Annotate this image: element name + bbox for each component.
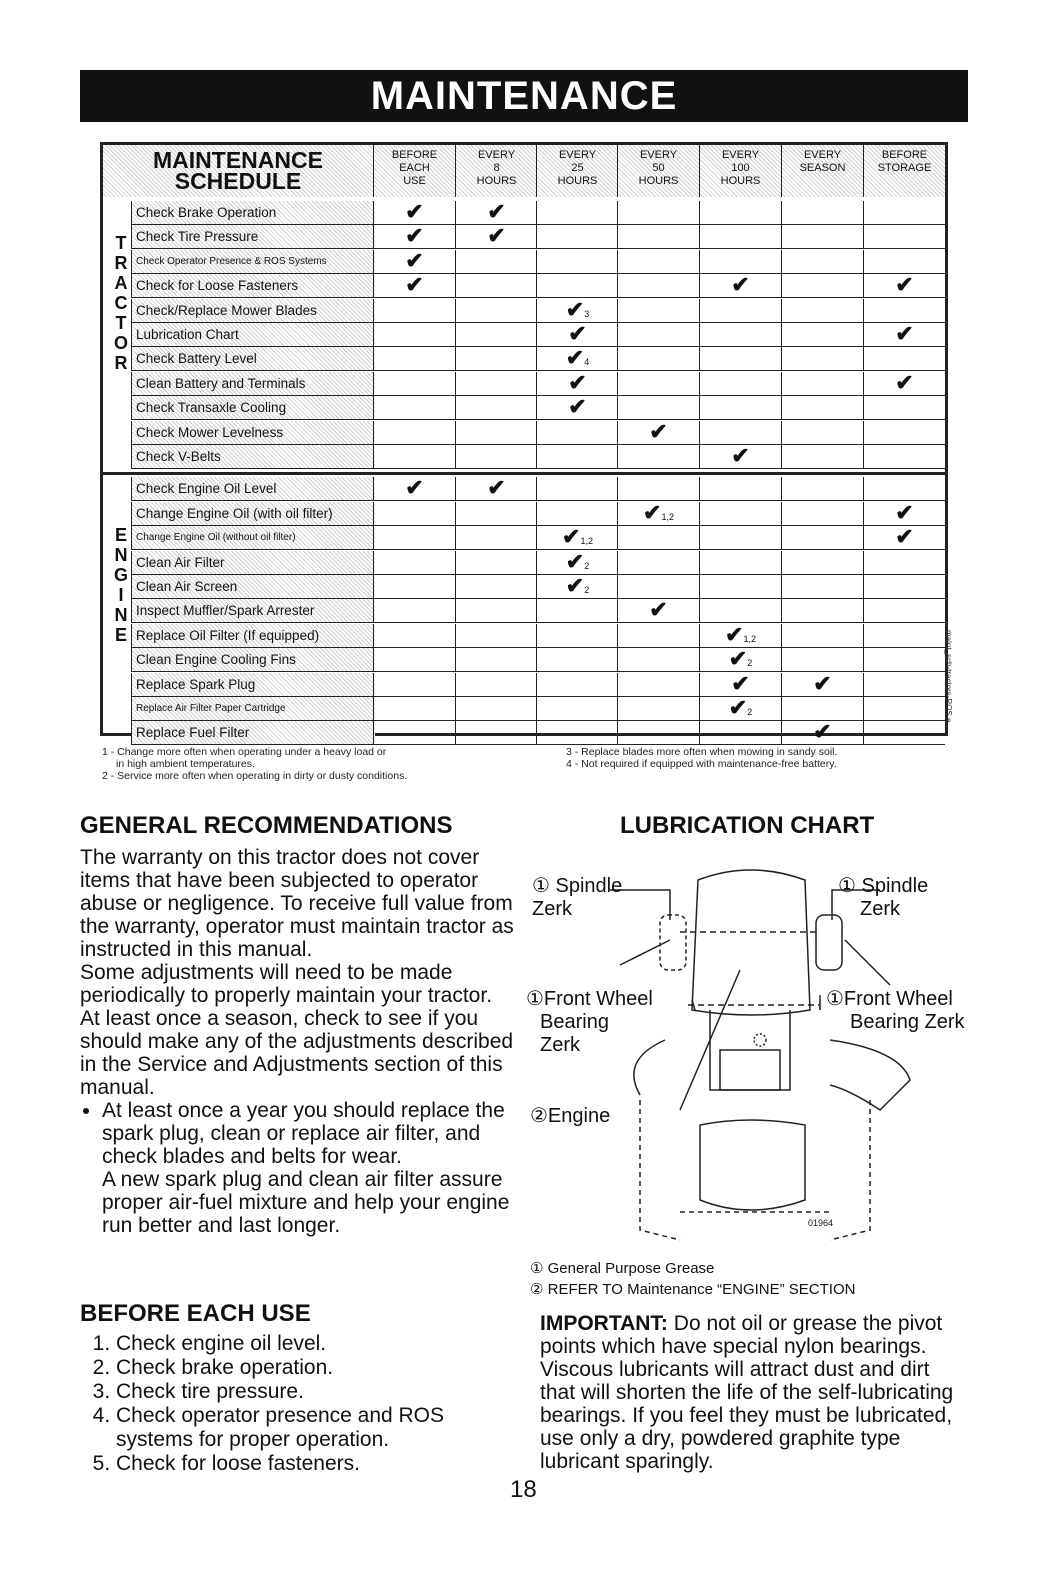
check-mark: ✔ (863, 274, 945, 297)
schedule-cell (617, 445, 699, 468)
check-mark: ✔4 (536, 347, 618, 370)
schedule-row-label: Check Engine Oil Level (131, 477, 375, 500)
schedule-row (131, 621, 945, 648)
before-item: 5. Check for loose fasteners. (116, 1452, 520, 1476)
check-mark: ✔ (455, 477, 537, 500)
before-item: 4. Check operator presence and ROS systems for proper operation. (116, 1404, 520, 1452)
schedule-cell (699, 526, 781, 549)
schedule-cell (536, 201, 618, 224)
schedule-row (131, 347, 945, 371)
schedule-cell (781, 372, 863, 395)
schedule-cell (617, 526, 699, 549)
side-code: maint_sch-tractors-ROS.e (944, 630, 953, 723)
schedule-cell (373, 526, 455, 549)
footnote-3: 3 - Replace blades more often when mowing in sandy soil. (566, 746, 838, 758)
check-mark: ✔1,2 (617, 502, 699, 525)
legend-engine: ② REFER TO Maintenance “ENGINE” SECTION (530, 1281, 856, 1298)
schedule-cell (863, 445, 945, 468)
schedule-row-label: Change Engine Oil (without oil filter) (131, 526, 375, 549)
schedule-cell (863, 673, 945, 696)
column-header (455, 145, 537, 197)
general-title: GENERAL RECOMMENDATIONS (80, 812, 453, 839)
check-footnote: 2 (584, 560, 590, 571)
schedule-cell (863, 347, 945, 370)
schedule-cell (536, 274, 618, 297)
column-header-line: HOURS (557, 175, 598, 187)
schedule-cell (455, 372, 537, 395)
column-header-line: 8 (493, 162, 500, 174)
schedule-cell (863, 225, 945, 248)
column-header (536, 145, 618, 197)
schedule-cell (536, 225, 618, 248)
check-mark: ✔ (699, 673, 781, 696)
schedule-cell (781, 477, 863, 500)
schedule-row-label: Check Operator Presence & ROS Systems (131, 250, 375, 273)
schedule-cell (373, 721, 455, 744)
column-header-line: EVERY (721, 149, 760, 161)
schedule-row-label: Replace Air Filter Paper Cartridge (131, 697, 375, 720)
schedule-cell (617, 299, 699, 322)
schedule-title (103, 145, 373, 197)
schedule-cell (863, 396, 945, 419)
column-header (863, 145, 945, 197)
important-label: IMPORTANT: (540, 1312, 668, 1335)
schedule-cell (699, 551, 781, 574)
schedule-cell (536, 624, 618, 647)
schedule-cell (781, 648, 863, 671)
schedule-cell (617, 201, 699, 224)
schedule-row (131, 274, 945, 298)
schedule-cell (373, 697, 455, 720)
schedule-row-label: Clean Engine Cooling Fins (131, 648, 375, 671)
check-footnote: 2 (747, 658, 753, 669)
schedule-cell (699, 599, 781, 622)
column-header-line: EACH (399, 162, 430, 174)
schedule-cell (373, 551, 455, 574)
schedule-cell (781, 575, 863, 598)
page-number: 18 (510, 1476, 537, 1503)
schedule-row-label: Clean Battery and Terminals (131, 372, 375, 395)
group-separator (103, 472, 945, 475)
important-text: Do not oil or grease the pivot points which have special nylon bearings. Viscous lubricants will attract dust and dirt that will shorten the life of the self-lubricating bearings. If you feel they must be lubricated, use only a dry, powdered graphite type lubricant sparingly. (540, 1312, 954, 1473)
schedule-cell (863, 299, 945, 322)
general-bullet-cont: A new spark plug and clean air filter assure proper air-fuel mixture and help your engine run better and last longer. (102, 1168, 510, 1237)
schedule-cell (617, 347, 699, 370)
label-bearing-left: Bearing (540, 1011, 609, 1033)
important-note (540, 1312, 968, 1473)
schedule-cell (617, 721, 699, 744)
general-bullets (80, 1099, 520, 1168)
tractor-side-label: T R A C T O R (113, 233, 128, 373)
column-header-line: BEFORE (881, 149, 928, 161)
schedule-cell (617, 477, 699, 500)
schedule-cell (863, 551, 945, 574)
schedule-cell (863, 477, 945, 500)
schedule-row (131, 721, 945, 745)
schedule-cell (373, 445, 455, 468)
column-header (617, 145, 699, 197)
schedule-row (131, 697, 945, 721)
schedule-cell (455, 445, 537, 468)
footnote-4: 4 - Not required if equipped with maintenance-free battery. (566, 758, 837, 770)
schedule-cell (781, 445, 863, 468)
column-header-line: SEASON (799, 162, 846, 174)
schedule-cell (617, 225, 699, 248)
schedule-cell (455, 347, 537, 370)
schedule-cell (455, 299, 537, 322)
schedule-cell (536, 673, 618, 696)
schedule-row-label: Clean Air Screen (131, 575, 375, 598)
schedule-cell (781, 396, 863, 419)
label-zerk-right: Zerk (860, 898, 900, 920)
schedule-row-label: Lubrication Chart (131, 323, 375, 346)
schedule-cell (863, 721, 945, 744)
schedule-cell (455, 673, 537, 696)
column-header-line: EVERY (639, 149, 678, 161)
legend-grease: ① General Purpose Grease (530, 1260, 715, 1277)
before-each-use (80, 1300, 520, 1476)
schedule-cell (373, 599, 455, 622)
column-header-line: EVERY (477, 149, 516, 161)
diagram-code: 01964 (808, 1218, 834, 1228)
schedule-cell (617, 697, 699, 720)
schedule-cell (617, 323, 699, 346)
schedule-cell (699, 477, 781, 500)
schedule-cell (863, 421, 945, 444)
schedule-cell (699, 372, 781, 395)
schedule-row (131, 369, 945, 396)
schedule-row-label: Check Mower Levelness (131, 421, 375, 444)
column-header-line: EVERY (803, 149, 842, 161)
before-list (80, 1332, 520, 1476)
schedule-cell (455, 648, 537, 671)
schedule-cell (455, 721, 537, 744)
schedule-cell (455, 502, 537, 525)
page-banner: MAINTENANCE (80, 70, 968, 122)
schedule-row-label: Check Battery Level (131, 347, 375, 370)
check-footnote: 4 (584, 357, 590, 368)
schedule-cell (455, 250, 537, 273)
schedule-cell (536, 421, 618, 444)
footnotes-left (102, 746, 407, 782)
schedule-cell (536, 250, 618, 273)
schedule-cell (617, 250, 699, 273)
column-header-line: HOURS (476, 175, 517, 187)
check-mark: ✔ (781, 673, 863, 696)
schedule-cell (863, 250, 945, 273)
schedule-cell (373, 624, 455, 647)
schedule-row (131, 648, 945, 672)
column-header-line: USE (403, 175, 426, 187)
schedule-cell (781, 502, 863, 525)
check-footnote: 1,2 (743, 633, 756, 644)
schedule-cell (781, 225, 863, 248)
schedule-row-label: Check Tire Pressure (131, 225, 375, 248)
check-mark: ✔3 (536, 299, 618, 322)
schedule-row-label: Check V-Belts (131, 445, 375, 468)
schedule-cell (536, 477, 618, 500)
schedule-cell (617, 673, 699, 696)
schedule-cell (863, 697, 945, 720)
schedule-cell (699, 299, 781, 322)
check-mark: ✔ (617, 421, 699, 444)
schedule-row-label: Replace Fuel Filter (131, 721, 375, 744)
check-footnote: 1,2 (580, 536, 593, 547)
schedule-cell (781, 347, 863, 370)
schedule-row (131, 418, 945, 445)
schedule-cell (781, 323, 863, 346)
schedule-cell (781, 697, 863, 720)
schedule-cell (617, 551, 699, 574)
schedule-row-label: Clean Air Filter (131, 551, 375, 574)
column-header-line: 50 (652, 162, 665, 174)
check-mark: ✔1,2 (699, 624, 781, 647)
general-bullet: • At least once a year you should replace the spark plug, clean or replace air filter, and check blades and belts for wear. (102, 1099, 520, 1168)
schedule-row-label: Check Transaxle Cooling (131, 396, 375, 419)
check-footnote: 1,2 (661, 511, 674, 522)
schedule-cell (781, 551, 863, 574)
schedule-cell (536, 599, 618, 622)
engine-side-label: E N G I N E (113, 525, 128, 645)
column-header-line: BEFORE (391, 149, 438, 161)
schedule-row-label: Check for Loose Fasteners (131, 274, 375, 297)
schedule-cell (455, 624, 537, 647)
check-footnote: 2 (584, 585, 590, 595)
column-header (781, 145, 863, 197)
label-bearing-right: Bearing Zerk (850, 1011, 965, 1033)
check-mark: ✔ (536, 323, 618, 346)
schedule-cell (536, 697, 618, 720)
schedule-cell (373, 673, 455, 696)
schedule-row (131, 296, 945, 323)
schedule-row (131, 201, 945, 225)
check-mark: ✔2 (536, 551, 618, 574)
schedule-cell (781, 201, 863, 224)
schedule-cell (373, 575, 455, 598)
schedule-cell (455, 697, 537, 720)
schedule-row-label: Replace Oil Filter (If equipped) (131, 624, 375, 647)
schedule-cell (781, 599, 863, 622)
schedule-row (131, 445, 945, 469)
footnote-2: 2 - Service more often when operating in dirty or dusty conditions. (102, 770, 408, 782)
general-p1: The warranty on this tractor does not cover items that have been subjected to operator abuse or negligence. To receive full value from the warranty, operator must maintain tractor as instructed in this manual. (80, 846, 514, 961)
schedule-cell (699, 396, 781, 419)
check-footnote: 2 (747, 707, 753, 717)
schedule-row (131, 477, 945, 501)
schedule-cell (536, 648, 618, 671)
before-item: 2. Check brake operation. (116, 1356, 520, 1380)
lubrication-diagram (520, 860, 970, 1250)
schedule-cell (373, 396, 455, 419)
label-spindle-left: ① Spindle (532, 875, 623, 897)
schedule-cell (863, 201, 945, 224)
schedule-cell (699, 323, 781, 346)
schedule-cell (781, 526, 863, 549)
schedule-cell (617, 624, 699, 647)
schedule-row (131, 499, 945, 526)
schedule-cell (699, 347, 781, 370)
maintenance-schedule-table (100, 142, 948, 745)
column-header-line: 25 (571, 162, 584, 174)
schedule-row (131, 396, 945, 420)
schedule-cell (781, 421, 863, 444)
footnote-1: 1 - Change more often when operating under a heavy load or (102, 746, 387, 758)
schedule-title-line2: SCHEDULE (174, 168, 302, 194)
schedule-cell (455, 575, 537, 598)
check-mark: ✔1,2 (536, 526, 618, 549)
general-recommendations (80, 812, 520, 1237)
schedule-cell (699, 250, 781, 273)
schedule-cell (373, 347, 455, 370)
check-mark: ✔ (373, 250, 455, 273)
schedule-cell (373, 323, 455, 346)
schedule-title-line1: MAINTENANCE (153, 147, 323, 173)
column-header (373, 145, 455, 197)
schedule-cell (536, 502, 618, 525)
column-header-line: HOURS (720, 175, 761, 187)
schedule-cell (455, 323, 537, 346)
schedule-cell (699, 225, 781, 248)
schedule-row (131, 599, 945, 623)
check-mark: ✔ (863, 502, 945, 525)
schedule-cell (455, 396, 537, 419)
schedule-cell (699, 201, 781, 224)
schedule-cell (455, 274, 537, 297)
label-zerk-left: Zerk (532, 898, 572, 920)
schedule-cell (863, 648, 945, 671)
schedule-cell (699, 421, 781, 444)
check-mark: ✔ (373, 274, 455, 297)
check-mark: ✔ (536, 372, 618, 395)
schedule-cell (617, 648, 699, 671)
schedule-cell (781, 624, 863, 647)
schedule-cell (863, 624, 945, 647)
tractor-outline (610, 870, 910, 1240)
check-mark: ✔ (863, 372, 945, 395)
general-p2: Some adjustments will need to be made periodically to properly maintain your tractor. (80, 961, 493, 1007)
schedule-cell (455, 551, 537, 574)
schedule-cell (699, 502, 781, 525)
schedule-row-label: Inspect Muffler/Spark Arrester (131, 599, 375, 622)
label-zerk-left2: Zerk (540, 1034, 580, 1056)
before-item: 1. Check engine oil level. (116, 1332, 520, 1356)
schedule-row-label: Check/Replace Mower Blades (131, 299, 375, 322)
schedule-cell (699, 721, 781, 744)
schedule-cell (781, 250, 863, 273)
lubrication-legend (530, 1258, 855, 1300)
check-mark: ✔ (781, 721, 863, 744)
general-p3: At least once a season, check to see if you should make any of the adjustments described in the Service and Adjustments section of this manual. (80, 1007, 514, 1099)
check-mark: ✔ (373, 225, 455, 248)
schedule-cell (536, 445, 618, 468)
schedule-cell (699, 575, 781, 598)
check-mark: ✔ (373, 477, 455, 500)
schedule-row-label: Check Brake Operation (131, 201, 375, 224)
schedule-row (131, 247, 945, 274)
check-mark: ✔2 (699, 697, 781, 720)
footnotes-right (566, 746, 837, 770)
schedule-row (131, 670, 945, 697)
label-spindle-right: ① Spindle (838, 875, 929, 897)
column-header-line: STORAGE (877, 162, 932, 174)
check-mark: ✔2 (699, 648, 781, 671)
schedule-row-label: Replace Spark Plug (131, 673, 375, 696)
schedule-cell (373, 421, 455, 444)
schedule-row (131, 225, 945, 249)
column-header-line: EVERY (558, 149, 597, 161)
lubrication-title: LUBRICATION CHART (620, 812, 875, 839)
schedule-cell (617, 396, 699, 419)
check-mark: ✔ (863, 323, 945, 346)
schedule-cell (373, 299, 455, 322)
label-engine: ②Engine (530, 1105, 611, 1127)
schedule-cell (373, 502, 455, 525)
column-header-line: 100 (731, 162, 750, 174)
label-front-wheel-right: ①Front Wheel (826, 988, 953, 1010)
check-mark: ✔ (536, 396, 618, 419)
column-header (699, 145, 781, 197)
schedule-row (131, 575, 945, 599)
schedule-row (131, 526, 945, 550)
check-mark: ✔ (455, 201, 537, 224)
check-mark: ✔ (699, 274, 781, 297)
schedule-cell (536, 721, 618, 744)
schedule-cell (455, 599, 537, 622)
schedule-cell (781, 299, 863, 322)
schedule-row (131, 548, 945, 575)
before-item: 3. Check tire pressure. (116, 1380, 520, 1404)
schedule-cell (863, 575, 945, 598)
before-title: BEFORE EACH USE (80, 1300, 311, 1327)
check-mark: ✔ (455, 225, 537, 248)
check-mark: ✔ (699, 445, 781, 468)
schedule-cell (617, 372, 699, 395)
schedule-cell (373, 648, 455, 671)
schedule-cell (455, 526, 537, 549)
column-header-line: HOURS (638, 175, 679, 187)
check-mark: ✔ (617, 599, 699, 622)
schedule-cell (863, 599, 945, 622)
label-front-wheel-left: ①Front Wheel (526, 988, 653, 1010)
schedule-cell (373, 372, 455, 395)
schedule-row-label: Change Engine Oil (with oil filter) (131, 502, 375, 525)
schedule-cell (455, 421, 537, 444)
schedule-row (131, 323, 945, 347)
schedule-cell (781, 274, 863, 297)
check-mark: ✔ (863, 526, 945, 549)
schedule-cell (617, 274, 699, 297)
check-footnote: 3 (584, 308, 590, 319)
check-mark: ✔ (373, 201, 455, 224)
footnote-1-cont: in high ambient temperatures. (116, 758, 255, 770)
check-mark: ✔2 (536, 575, 618, 598)
schedule-cell (617, 575, 699, 598)
